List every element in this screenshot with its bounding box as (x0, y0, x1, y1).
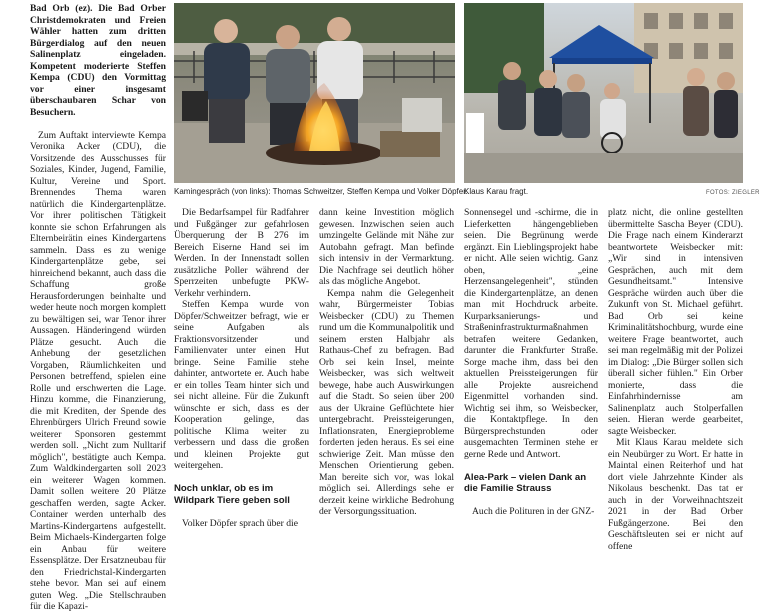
photo-kamingespraech-image (174, 3, 455, 183)
article-column-1 (30, 3, 166, 613)
article-column-5 (608, 207, 743, 552)
article-paragraph: dann keine Investition möglich gewesen. Inzwischen seien auch umzingelte Gelände mit Nähe zur Autobahn gefragt. Man befinde sich intensiv in der Vermarktung. Die Nachfrage sei deutlich höher als das mögliche Angebot. (319, 207, 454, 287)
article-paragraph: Auch die Polituren in der GNZ- (472, 506, 595, 517)
photo-caption-kamingespraech: Kamingespräch (von links): Thomas Schweitzer, Steffen Kempa und Volker Döpfer. (174, 187, 468, 196)
article-paragraph: Mit Klaus Karau meldete sich ein Neubürger zu Wort. Er hatte in Maintal einen Reiterhof und hat dort viele Jahrzehnte Kinder als Nikolaus beschenkt. Das tat er auch in der Vorweihnachtszeit 2021 in der Bad Orber Fußgängerzone. Bei den Geschäftsleuten sei er nicht auf offene (608, 437, 743, 552)
article-paragraph: Zum Auftakt interviewte Kempa Veronika Acker (CDU), die Vorsitzende des Ausschusses für Soziales, Kinder, Jugend, Familie, Kultur, Vereine und Sport. Brennendes Thema waren natürlich die Kindergartenplätze. Vor ihrer politischen Tätigkeit konnte sie schon Erfahrungen als Elternbeirätin eines Kindergartens sammeln. Dass es zu wenige Kindergartenplätze gebe, sei hinreichend bekannt, auch dass die Schaffung große Herausforderungen beinhalte und weder heute noch morgen komplett zu bewältigen sei, war Tenor ihrer Aussagen. Händeringend würden Plätze gesucht. Auch die Anhebung der gesetzlichen Vorgaben, Räumlichkeiten und Personen betreffend, spielen eine Rolle und erschwerten die Lage. Hinzu komme, die Finanzierung, die mit Krediten, der Spende des Ehrenbürgers Ulrich Freund sowie weiterer Sponsoren gestemmt werden soll. „Nicht zum Nulltarif möglich", bestätigte auch Kempa. Zum Waldkindergarten soll 2023 ein weiterer Wagen kommen. Damit sollen weitere 20 Plätze geschaffen werden, sagte Acker. Container werden unterhalb des Martins-Kindergartens aufgestellt. Beim Michaels-Kindergarten folge ein Anbau für weitere Essensplätze. Der Ersatzneubau für den Friedrichstal-Kindergarten stehe bevor. Man sei auf einem guten Weg. „Die Stellschrauben für die Kapazi- (30, 129, 166, 612)
article-column-4 (464, 207, 598, 518)
photo-kamingespraech (174, 3, 455, 183)
photo-credit: FOTOS: ZIEGLER (706, 190, 760, 196)
article-paragraph: Sonnensegel und -schirme, die in Lieferketten hängengeblieben seien. Die Begrünung werde ergänzt. Ein Lieblingsprojekt habe er nicht. Alle seien wichtig. Ganz oben, „eine Herzensangelegenheit", stünden die Kindergartenplätze, an denen man mit Hochdruck arbeite. Kurparksanierungs- und Straßeninfrastrukturmaßnahmen betrafen weitere Gedanken, darunter die Frankfurter Straße. Sorge mache ihm, dass bei den aktuellen Preissteigerungen für alle Projekte ausreichend Eigenmittel vorhanden sind. Wichtig sei ihm, so Weisbecker, die Kontaktpflege. In den Bürgersprechstunden oder ausgemachten Terminen stehe er gerne Rede und Antwort. (464, 207, 598, 460)
photo-caption-klaus-karau: Klaus Karau fragt. (464, 187, 529, 196)
article-column-2 (174, 207, 309, 529)
article-paragraph: Kempa nahm die Gelegenheit wahr, Bürgermeister Tobias Weisbecker (CDU) zu Themen rund um die Kommunalpolitik und seinem ersten Halbjahr als Rathaus-Chef zu befragen. Bad Orb sei kein Insel, meinte Weisbecker, was sich weltweit bewege, habe auch Auswirkungen auf die Stadt. So seien über 200 aus der Ukraine Geflüchtete hier untergebracht. Preissteigerungen, Inflationsraten, Energieprobleme forderten jeden heraus. Es sei eine schwierige Zeit. Man müsse den Menschen Orientierung geben. Man bereite sich vor, was lokal möglich sei. Allerdings sehe er derzeit keine wirkliche Bedrohung der Versorgungssituation. (319, 287, 454, 517)
photo-klaus-karau (464, 3, 743, 183)
photo-klaus-karau-image (464, 3, 743, 183)
subheading-wildpark: Noch unklar, ob es im Wildpark Tiere geben soll (174, 483, 290, 506)
article-paragraph: Steffen Kempa wurde von Döpfer/Schweitzer befragt, wie er seine Aufgaben als Fraktionsvorsitzender und Familienvater unter einen Hut bringe. Seine Familie stehe dahinter, antwortete er. Auch habe er ein tolles Team hinter sich und sei nicht alleine. Für die Zukunft wünschte er sich, dass es der Kooperation gelinge, das politische Klima weiter zu verbessern und dass die großen und kleinen Projekte gut weitergehen. (174, 299, 309, 471)
article-paragraph: platz nicht, die online gestellten übermittelte Sascha Beyer (CDU). Die Frage nach einem Kinderarzt beantwortete Weisbecker mit: „Wir sind in intensiven Gesprächen, auch mit dem Gesundheitsamt." Intensive Gespräche würden auch über die Zukunft von St. Michael geführt. Bad Orb sei keine Kriminalitätshochburg, wurde eine weitere Frage beantwortet, auch sei man regelmäßig mit der Polizei im Dialog: „Die Bürger sollen sich überall sicher fühlen." Ein Orber monierte, dass die Einfahrhindernisse am Salinenplatz auch Stolperfallen seien. Hieran werde gearbeitet, sagte Weisbecker. (608, 207, 743, 437)
article-column-3 (319, 207, 454, 518)
article-paragraph: Volker Döpfer sprach über die (182, 517, 298, 529)
article-paragraph: Die Bedarfsampel für Radfahrer und Fußgänger zur gefahrlosen Überquerung der B 276 im Bereich Eiserne Hand sei im Werden. In der Innenstadt sollen zusätzliche Poller während der Sperrzeiten unbefugte PKW-Verkehr verhindern. (174, 207, 309, 299)
article-intro: Bad Orb (ez). Die Bad Orber Christdemokraten und Freien Wähler hatten zum dritten Bürgerdialog auf den neuen Salinenplatz eingeladen. Kompetent moderierte Steffen Kempa (CDU) den Vormittag vor einer insgesamt überschaubaren Schar von Besuchern. (30, 3, 166, 118)
subheading-alea-park: Alea-Park – vielen Dank an die Familie Strauss (464, 471, 587, 494)
